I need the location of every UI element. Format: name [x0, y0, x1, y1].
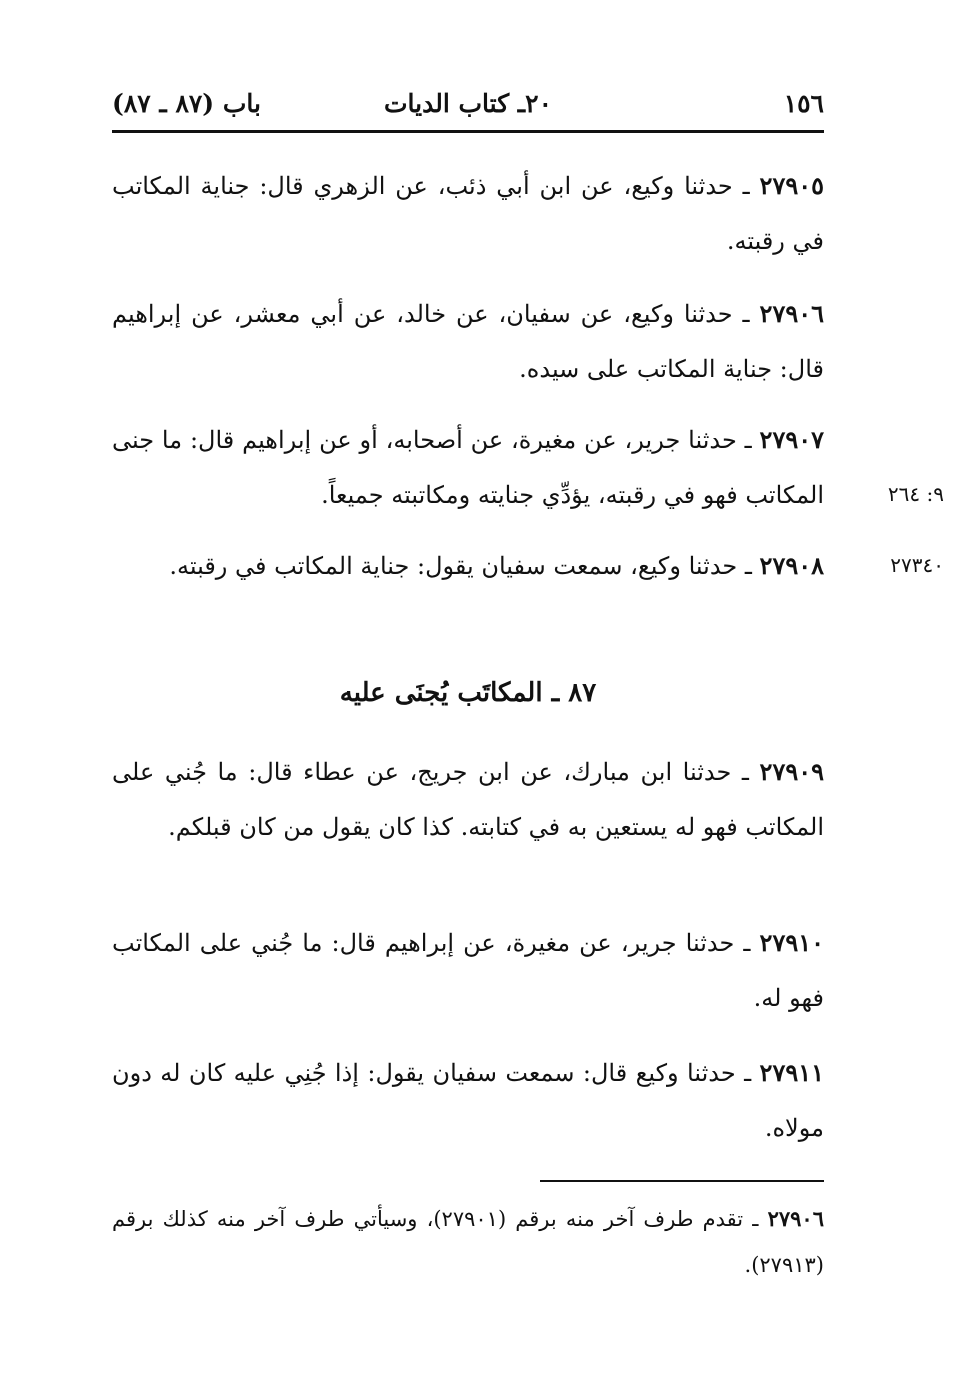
page-number: ١٥٦ [783, 89, 824, 118]
hadith-entry-27910 [112, 915, 824, 1026]
footnote-number: ٢٧٩٠٦ [767, 1206, 824, 1231]
hadith-number: ٢٧٩٠٦ [759, 299, 824, 328]
hadith-entry-27905 [112, 158, 824, 269]
hadith-entry-27909 [112, 744, 824, 855]
hadith-text: ـ حدثنا جرير، عن مغيرة، عن أصحابه، أو عن إبراهيم قال: ما جنى المكاتب فهو في رقبته، يؤدِّي جنايته ومكاتبته جميعاً. [112, 426, 824, 509]
header-rule [112, 130, 824, 133]
footnote-text: ـ تقدم طرف آخر منه برقم (٢٧٩٠١)، وسيأتي طرف آخر منه كذلك برقم (٢٧٩١٣). [112, 1207, 824, 1277]
book-title: ٢٠ـ كتاب الديات [384, 89, 552, 118]
margin-reference: ٢٧٣٤٠ [890, 553, 944, 577]
footnote-rule [540, 1180, 824, 1182]
hadith-text: ـ حدثنا وكيع، عن ابن أبي ذئب، عن الزهري قال: جناية المكاتب في رقبته. [112, 172, 824, 255]
hadith-number: ٢٧٩٠٥ [759, 171, 824, 200]
page-header [112, 84, 824, 124]
margin-reference: ٩: ٢٦٤ [887, 482, 944, 506]
chapter-range: باب (٨٧ ـ ٨٧) [112, 89, 261, 118]
hadith-text: ـ حدثنا وكيع قال: سمعت سفيان يقول: إذا جُنِي عليه كان له دون مولاه. [112, 1059, 824, 1142]
hadith-text: ـ حدثنا ابن مبارك، عن ابن جريج، عن عطاء قال: ما جُني على المكاتب فهو له يستعين به في كتابته. كذا كان يقول من كان قبلكم. [112, 758, 824, 841]
hadith-text: ـ حدثنا جرير، عن مغيرة، عن إبراهيم قال: ما جُني على المكاتب فهو له. [112, 929, 824, 1012]
hadith-number: ٢٧٩٠٧ [759, 425, 824, 454]
section-title: ٨٧ ـ المكاتَب يُجنَى عليه [339, 678, 597, 708]
hadith-number: ٢٧٩١١ [759, 1058, 824, 1087]
hadith-entry-27906 [112, 286, 824, 397]
hadith-entry-27908 [112, 538, 824, 594]
hadith-text: ـ حدثنا وكيع، عن سفيان، عن خالد، عن أبي معشر، عن إبراهيم قال: جناية المكاتب على سيده. [112, 300, 824, 383]
hadith-number: ٢٧٩١٠ [759, 928, 824, 957]
hadith-number: ٢٧٩٠٩ [759, 757, 824, 786]
hadith-text: ـ حدثنا وكيع، سمعت سفيان يقول: جناية المكاتب في رقبته. [169, 552, 752, 580]
hadith-number: ٢٧٩٠٨ [759, 551, 824, 580]
footnote [112, 1196, 824, 1288]
hadith-entry-27907 [112, 412, 824, 523]
hadith-entry-27911 [112, 1045, 824, 1156]
